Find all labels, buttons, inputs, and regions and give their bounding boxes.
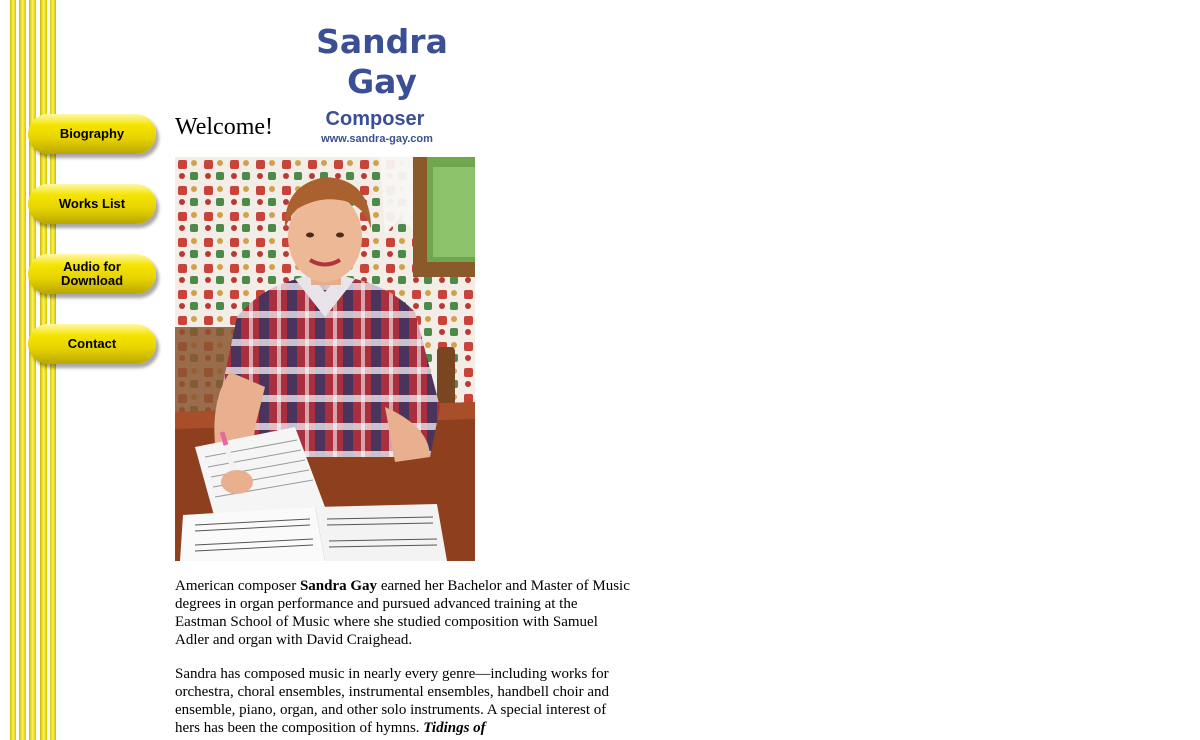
site-title: Sandra Gay	[316, 22, 448, 101]
nav-biography-button[interactable]	[28, 114, 156, 154]
composer-portrait-photo	[175, 157, 475, 561]
site-url[interactable]: www.sandra-gay.com	[321, 133, 433, 145]
para1-text-start: American composer	[175, 578, 300, 594]
para1-text-end: earned her Bachelor and Master of Music degrees in organ performance and pursued advanced training at the Eastman School of Music where she studied composition with Samuel Adler and organ with David Craighead.	[175, 578, 630, 648]
nav-contact-label: Contact	[67, 336, 117, 351]
nav-audio-label-line1: Audio for	[63, 259, 121, 274]
main-content	[175, 112, 630, 737]
nav-works-list-label: Works List	[58, 196, 126, 211]
para2-text: Sandra has composed music in nearly every genre—including works for orchestra, choral ensembles, instrumental ensembles, handbell choir and ensemble, piano, organ, and other solo instruments. A special interest of hers has been the composition of hymns.	[175, 666, 610, 736]
nav-audio-download-button[interactable]	[28, 254, 156, 294]
para1-composer-name: Sandra Gay	[299, 578, 378, 594]
decorative-stripes	[0, 0, 60, 740]
intro-paragraph	[175, 577, 630, 649]
site-subtitle: Composer	[325, 108, 425, 130]
nav-audio-label-line2: Download	[60, 273, 124, 288]
nav-biography-label: Biography	[59, 126, 125, 141]
para2-work-title: Tidings of	[423, 720, 486, 736]
nav-contact-button[interactable]	[28, 324, 156, 364]
nav-works-list-button[interactable]	[28, 184, 156, 224]
genres-paragraph	[175, 665, 630, 737]
page-heading: Welcome!	[175, 114, 274, 140]
